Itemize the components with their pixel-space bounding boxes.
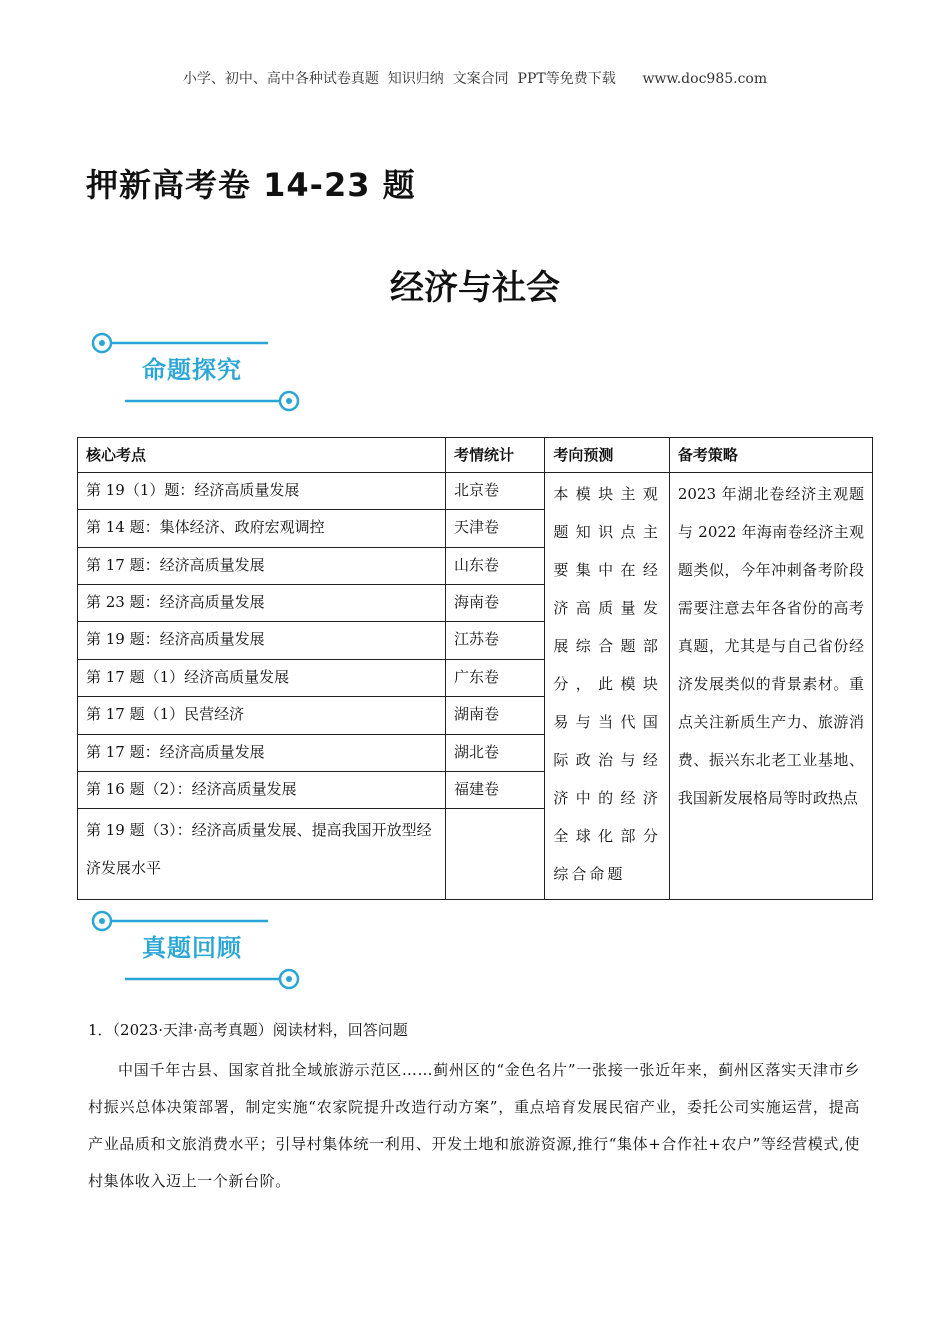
core-point-cell: 第 17 题：经济高质量发展 bbox=[78, 547, 446, 584]
core-point-cell: 第 17 题（1）民营经济 bbox=[78, 697, 446, 734]
source-cell: 北京卷 bbox=[446, 473, 545, 510]
core-point-cell: 第 19 题：经济高质量发展 bbox=[78, 622, 446, 659]
source-cell: 福建卷 bbox=[446, 771, 545, 808]
core-point-cell: 第 19（1）题：经济高质量发展 bbox=[78, 473, 446, 510]
question-header bbox=[88, 1020, 860, 1040]
page-header: 小学、初中、高中各种试卷真题 知识归纳 文案合同 PPT等免费下载 www.doc985.com bbox=[182, 71, 768, 87]
core-point-cell: 第 17 题：经济高质量发展 bbox=[78, 734, 446, 771]
badge-review-label: 真题回顾 bbox=[142, 934, 242, 962]
exam-overview-table bbox=[77, 437, 873, 900]
table-row bbox=[78, 473, 873, 510]
header-forecast: 考向预测 bbox=[545, 438, 669, 473]
table-header-row bbox=[78, 438, 873, 473]
core-point-cell: 第 14 题：集体经济、政府宏观调控 bbox=[78, 510, 446, 547]
header-strategy: 备考策略 bbox=[669, 438, 872, 473]
section-title: 经济与社会 bbox=[390, 268, 560, 308]
core-point-cell: 第 23 题：经济高质量发展 bbox=[78, 585, 446, 622]
forecast-cell: 本模块主观题知识点主要集中在经济高质量发展综合题部分，此模块易与当代国际政治与经济中的经济全球化部分综合命题 bbox=[545, 473, 669, 900]
source-cell: 广东卷 bbox=[446, 659, 545, 696]
header-statistics: 考情统计 bbox=[446, 438, 545, 473]
source-cell: 湖北卷 bbox=[446, 734, 545, 771]
question-1 bbox=[88, 1020, 860, 1200]
source-cell: 天津卷 bbox=[446, 510, 545, 547]
source-cell: 海南卷 bbox=[446, 585, 545, 622]
source-cell: 山东卷 bbox=[446, 547, 545, 584]
badge-explore bbox=[90, 322, 305, 412]
document-title: 押新高考卷 14-23 题 bbox=[86, 166, 416, 204]
source-cell: 湖南卷 bbox=[446, 697, 545, 734]
badge-review bbox=[90, 900, 305, 990]
core-point-cell: 第 17 题（1）经济高质量发展 bbox=[78, 659, 446, 696]
strategy-cell: 2023 年湖北卷经济主观题与 2022 年海南卷经济主观题类似，今年冲刺备考阶段需要注意去年各省份的高考真题，尤其是与自己省份经济发展类似的背景素材。重点关注新质生产力、旅游消费、振兴东北老工业基地、我国新发展格局等时政热点 bbox=[669, 473, 872, 900]
question-number: 1． bbox=[88, 1021, 113, 1039]
badge-explore-label: 命题探究 bbox=[142, 356, 242, 384]
core-point-cell: 第 19 题（3）：经济高质量发展、提高我国开放型经济发展水平 bbox=[78, 809, 446, 900]
question-material: 中国千年古县、国家首批全域旅游示范区……蓟州区的“金色名片”一张接一张近年来，蓟州区落实天津市乡村振兴总体决策部署，制定实施“农家院提升改造行动方案”，重点培育发展民宿产业，委托公司实施运营，提高产业品质和文旅消费水平；引导村集体统一利用、开发土地和旅游资源,推行“集体+合作社+农户”等经营模式,使村集体收入迈上一个新台阶。 bbox=[88, 1061, 860, 1190]
source-cell: 江苏卷 bbox=[446, 622, 545, 659]
source-cell bbox=[446, 809, 545, 900]
question-source: （2023·天津·高考真题）阅读材料，回答问题 bbox=[112, 1021, 408, 1039]
header-core-point: 核心考点 bbox=[78, 438, 446, 473]
core-point-cell: 第 16 题（2）：经济高质量发展 bbox=[78, 771, 446, 808]
